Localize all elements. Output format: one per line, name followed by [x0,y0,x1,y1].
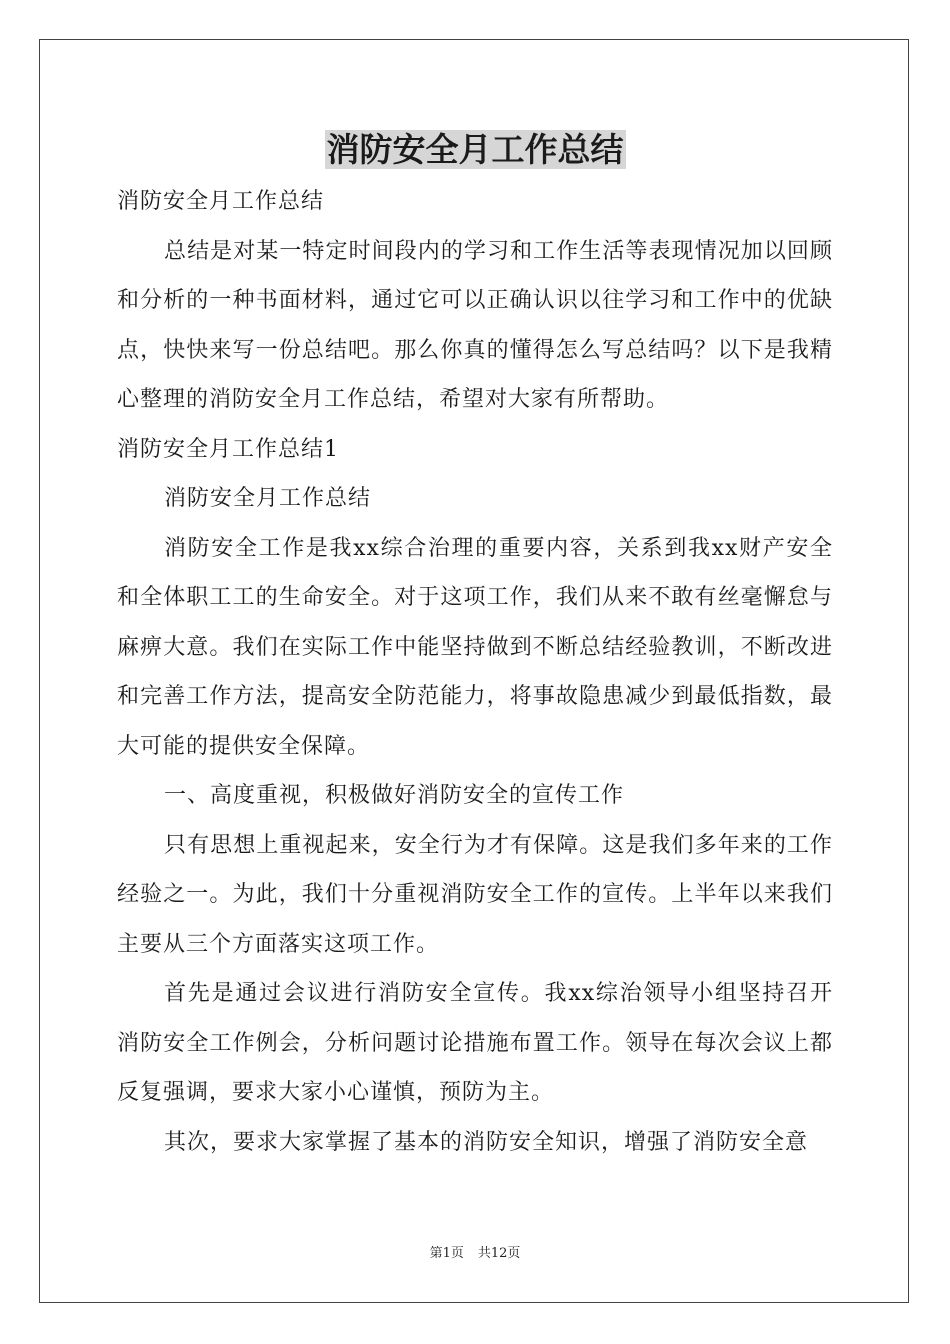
paragraph-4: 消防安全工作是我xx综合治理的重要内容，关系到我xx财产安全和全体职工工的生命安全。对于这项工作，我们从来不敢有丝毫懈怠与麻痹大意。我们在实际工作中能坚持做到不断总结经验教训，不断改进和完善工作方法，提高安全防范能力，将事故隐患减少到最低指数，最大可能的提供安全保障。 [117,535,833,759]
paragraph-8: 其次，要求大家掌握了基本的消防安全知识，增强了消防安全意 [164,1129,809,1155]
page-number: 第1页 [429,1246,464,1261]
paragraph-5: 一、高度重视，积极做好消防安全的宣传工作 [164,783,625,808]
paragraph-7: 首先是通过会议进行消防安全宣传。我xx综治领导小组坚持召开消防安全工作例会，分析问题讨论措施布置工作。领导在每次会议上都反复强调，要求大家小心谨慎，预防为主。 [117,981,833,1105]
page-footer [0,1244,950,1264]
paragraph-0: 消防安全月工作总结 [117,189,325,214]
paragraph-6: 只有思想上重视起来，安全行为才有保障。这是我们多年来的工作经验之一。为此，我们十分重视消防安全工作的宣传。上半年以来我们主要从三个方面落实这项工作。 [117,832,833,957]
paragraph-3: 消防安全月工作总结 [164,486,372,511]
title-text: 消防安全月工作总结 [326,130,624,169]
paragraph-2: 消防安全月工作总结1 [117,436,339,462]
paragraph-1: 总结是对某一特定时间段内的学习和工作生活等表现情况加以回顾和分析的一种书面材料，通过它可以正确认识以往学习和工作中的优缺点，快快来写一份总结吧。那么你真的懂得怎么写总结吗？以下是我精心整理的消防安全月工作总结，希望对大家有所帮助。 [117,238,833,412]
document-body [117,177,833,1167]
document-title [0,126,950,174]
page-total: 共12页 [477,1246,521,1261]
